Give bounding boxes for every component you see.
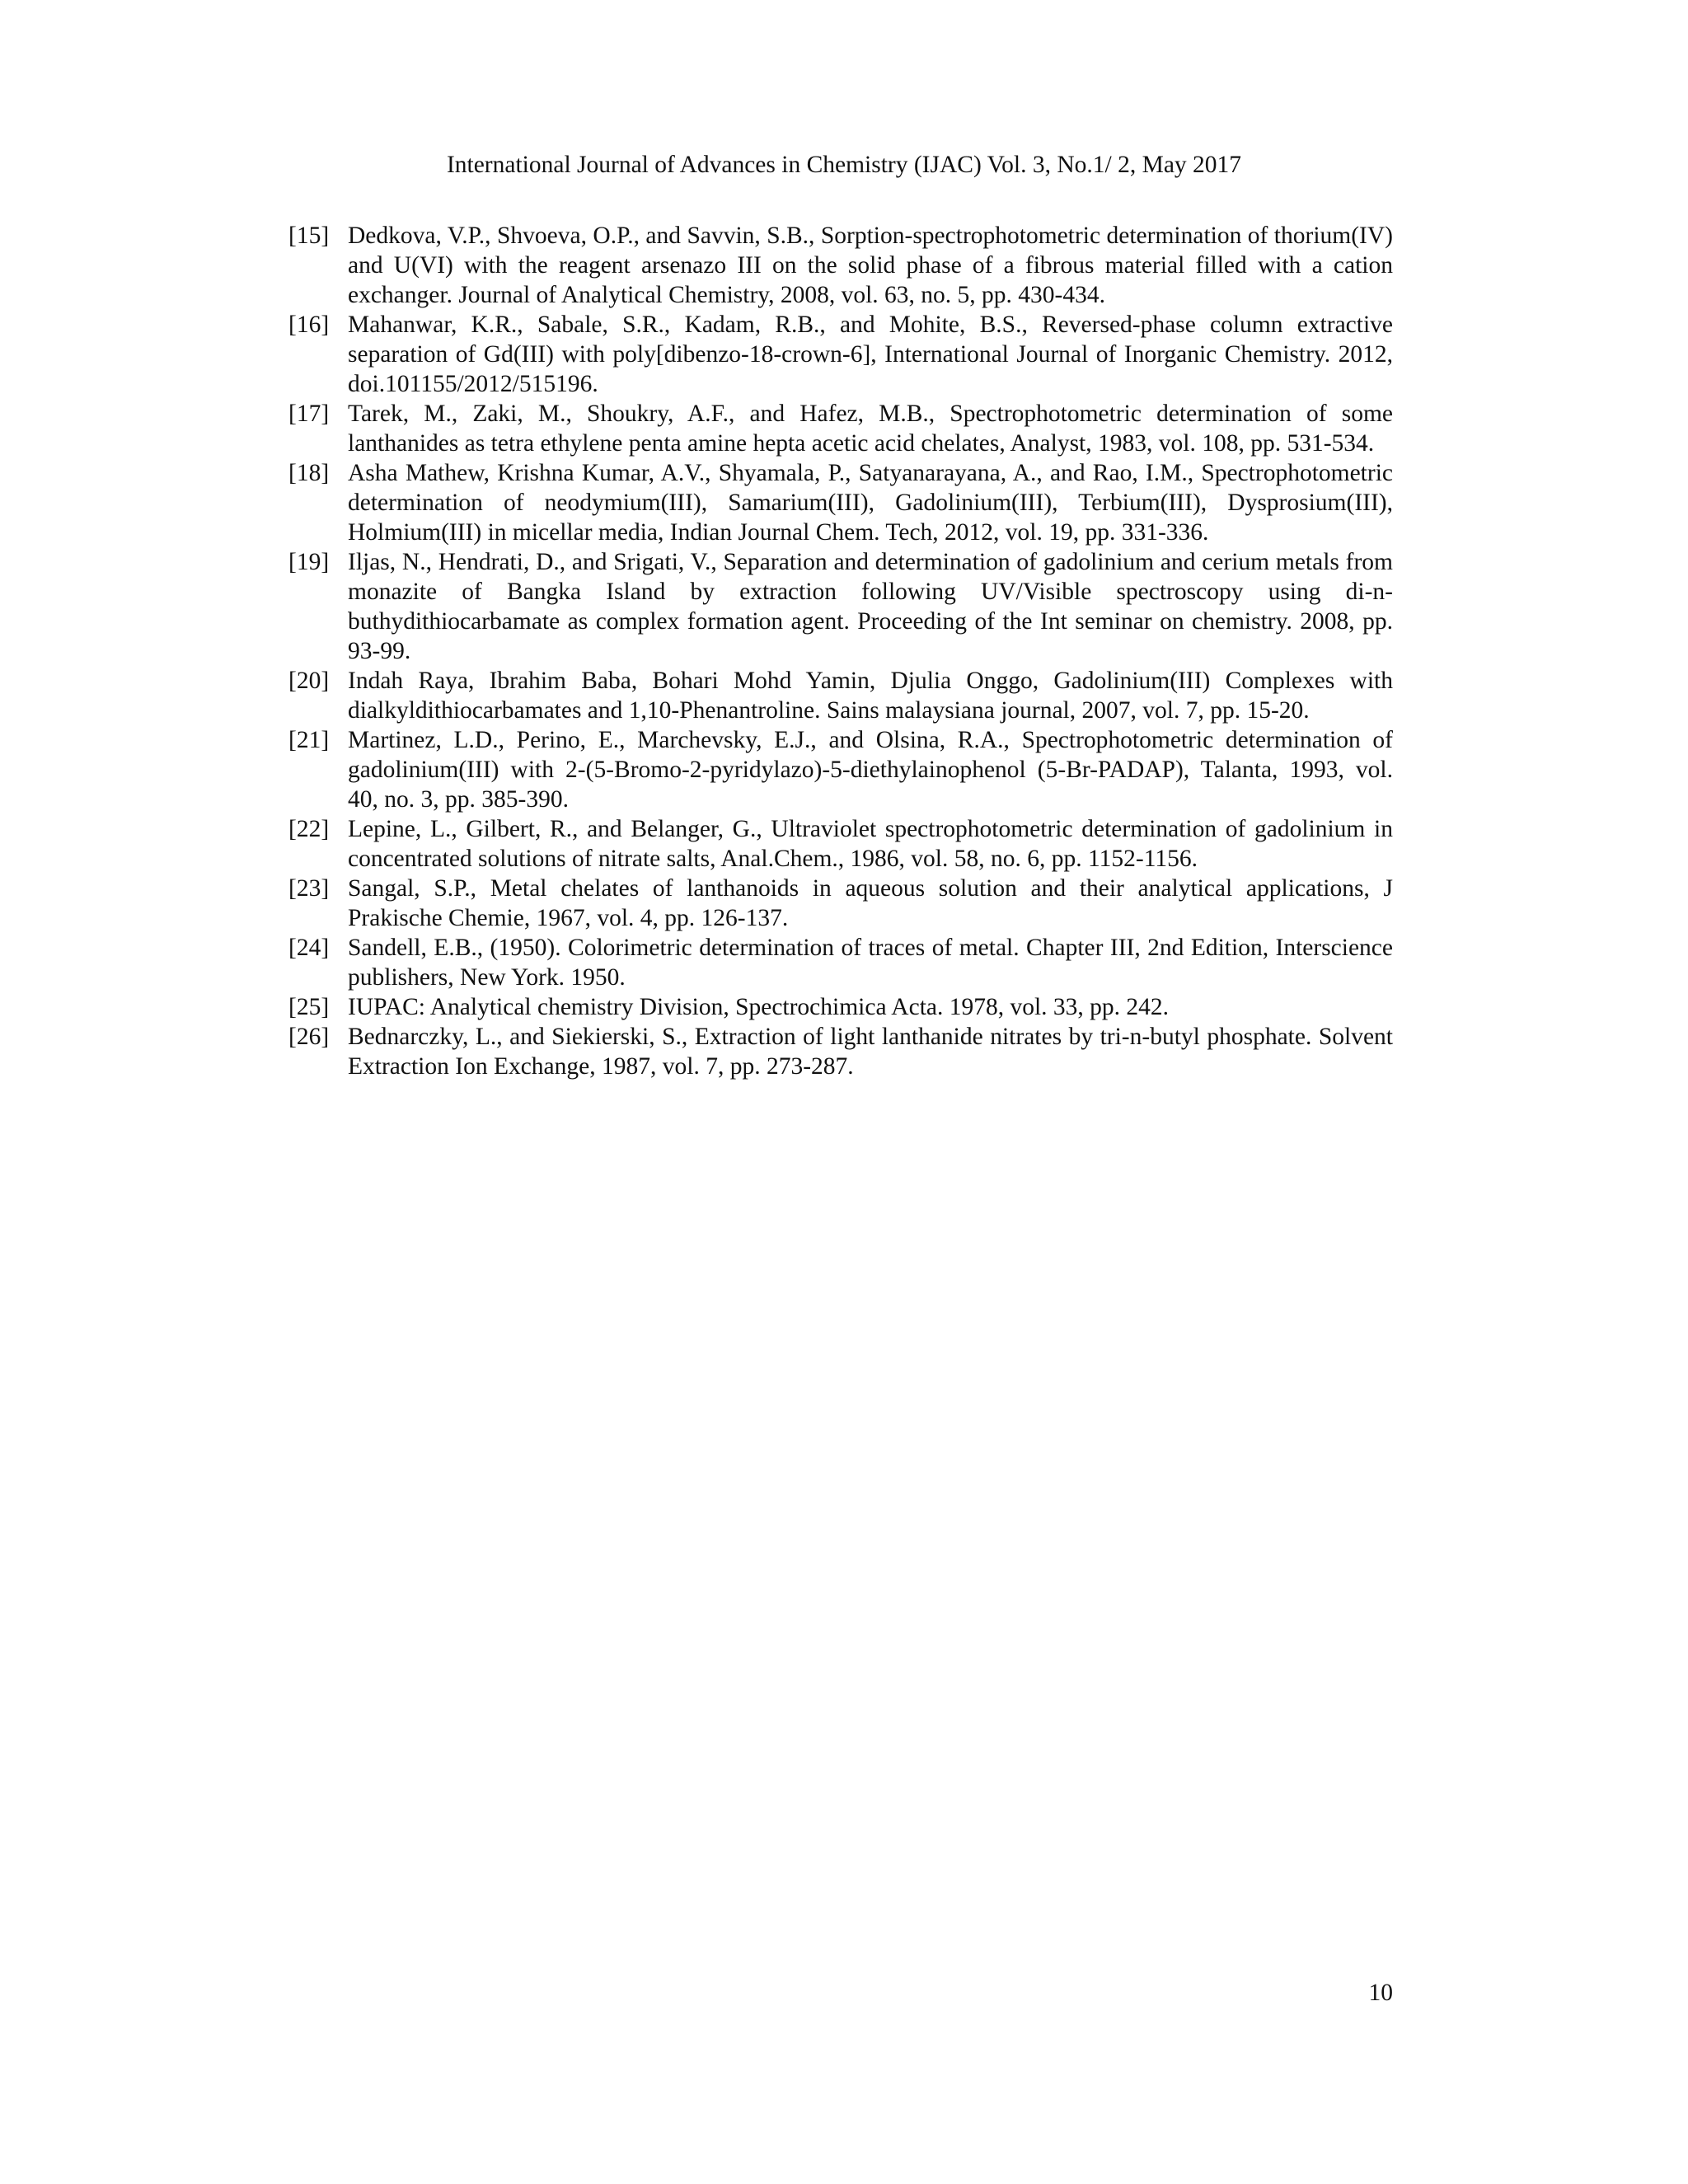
reference-number: [23] xyxy=(288,875,330,902)
reference-text: Indah Raya, Ibrahim Baba, Bohari Mohd Yamin, Djulia Onggo, Gadolinium(III) Complexes with dialkyldithiocarbamates and 1,10-Phenantroline. Sains malaysiana journal, 2007, vol. 7, pp. 15-20. xyxy=(348,668,1393,724)
reference-number: [16] xyxy=(288,312,330,338)
reference-text: Iljas, N., Hendrati, D., and Srigati, V., Separation and determination of gadolinium and cerium metals from monazite of Bangka Island by extraction following UV/Visible spectroscopy using di-n-buthydithiocarbamate as complex formation agent. Proceeding of the Int seminar on chemistry. 2008, pp. 93-99. xyxy=(348,549,1393,664)
reference-item xyxy=(288,221,1393,310)
reference-text: Sandell, E.B., (1950). Colorimetric determination of traces of metal. Chapter III, 2nd Edition, Interscience publishers, New York. 1950. xyxy=(348,935,1393,991)
reference-item xyxy=(288,399,1393,458)
reference-item xyxy=(288,1022,1393,1081)
reference-item xyxy=(288,310,1393,399)
reference-number: [20] xyxy=(288,668,330,694)
reference-text: Mahanwar, K.R., Sabale, S.R., Kadam, R.B., and Mohite, B.S., Reversed-phase column extractive separation of Gd(III) with poly[dibenzo-18-crown-6], International Journal of Inorganic Chemistry. 2012, doi.101155/2012/515196. xyxy=(348,312,1393,397)
reference-number: [17] xyxy=(288,401,330,427)
reference-item xyxy=(288,933,1393,992)
reference-text: Lepine, L., Gilbert, R., and Belanger, G., Ultraviolet spectrophotometric determination of gadolinium in concentrated solutions of nitrate salts, Anal.Chem., 1986, vol. 58, no. 6, pp. 1152-1156. xyxy=(348,816,1393,872)
reference-item xyxy=(288,458,1393,547)
reference-number: [25] xyxy=(288,994,330,1020)
reference-text: Asha Mathew, Krishna Kumar, A.V., Shyamala, P., Satyanarayana, A., and Rao, I.M., Spectrophotometric determination of neodymium(III), Samarium(III), Gadolinium(III), Terbium(III), Dysprosium(III), Holmium(III) in micellar media, Indian Journal Chem. Tech, 2012, vol. 19, pp. 331-336. xyxy=(348,460,1393,546)
reference-text: Sangal, S.P., Metal chelates of lanthanoids in aqueous solution and their analytical applications, J Prakische Chemie, 1967, vol. 4, pp. 126-137. xyxy=(348,875,1393,931)
reference-text: Dedkova, V.P., Shvoeva, O.P., and Savvin, S.B., Sorption-spectrophotometric determination of thorium(IV) and U(VI) with the reagent arsenazo III on the solid phase of a fibrous material filled with a cation exchanger. Journal of Analytical Chemistry, 2008, vol. 63, no. 5, pp. 430-434. xyxy=(348,223,1393,308)
reference-number: [24] xyxy=(288,935,330,961)
reference-item xyxy=(288,874,1393,933)
reference-number: [26] xyxy=(288,1024,330,1050)
reference-list xyxy=(288,221,1393,1081)
reference-item xyxy=(288,547,1393,666)
reference-text: Martinez, L.D., Perino, E., Marchevsky, E.J., and Olsina, R.A., Spectrophotometric determination of gadolinium(III) with 2-(5-Bromo-2-pyridylazo)-5-diethylainophenol (5-Br-PADAP), Talanta, 1993, vol. 40, no. 3, pp. 385-390. xyxy=(348,727,1393,813)
reference-number: [22] xyxy=(288,816,330,842)
reference-text: Bednarczky, L., and Siekierski, S., Extraction of light lanthanide nitrates by tri-n-butyl phosphate. Solvent Extraction Ion Exchange, 1987, vol. 7, pp. 273-287. xyxy=(348,1024,1393,1080)
reference-number: [18] xyxy=(288,460,330,486)
page-number: 10 xyxy=(1368,1980,1393,2006)
reference-item xyxy=(288,814,1393,874)
reference-item xyxy=(288,992,1393,1022)
reference-item xyxy=(288,725,1393,814)
reference-number: [21] xyxy=(288,727,330,753)
reference-number: [19] xyxy=(288,549,330,575)
reference-text: IUPAC: Analytical chemistry Division, Spectrochimica Acta. 1978, vol. 33, pp. 242. xyxy=(348,994,1170,1020)
journal-header: International Journal of Advances in Chemistry (IJAC) Vol. 3, No.1/ 2, May 2017 xyxy=(446,152,1242,178)
reference-number: [15] xyxy=(288,223,330,249)
reference-item xyxy=(288,666,1393,725)
reference-text: Tarek, M., Zaki, M., Shoukry, A.F., and Hafez, M.B., Spectrophotometric determination of some lanthanides as tetra ethylene penta amine hepta acetic acid chelates, Analyst, 1983, vol. 108, pp. 531-534. xyxy=(348,401,1393,457)
